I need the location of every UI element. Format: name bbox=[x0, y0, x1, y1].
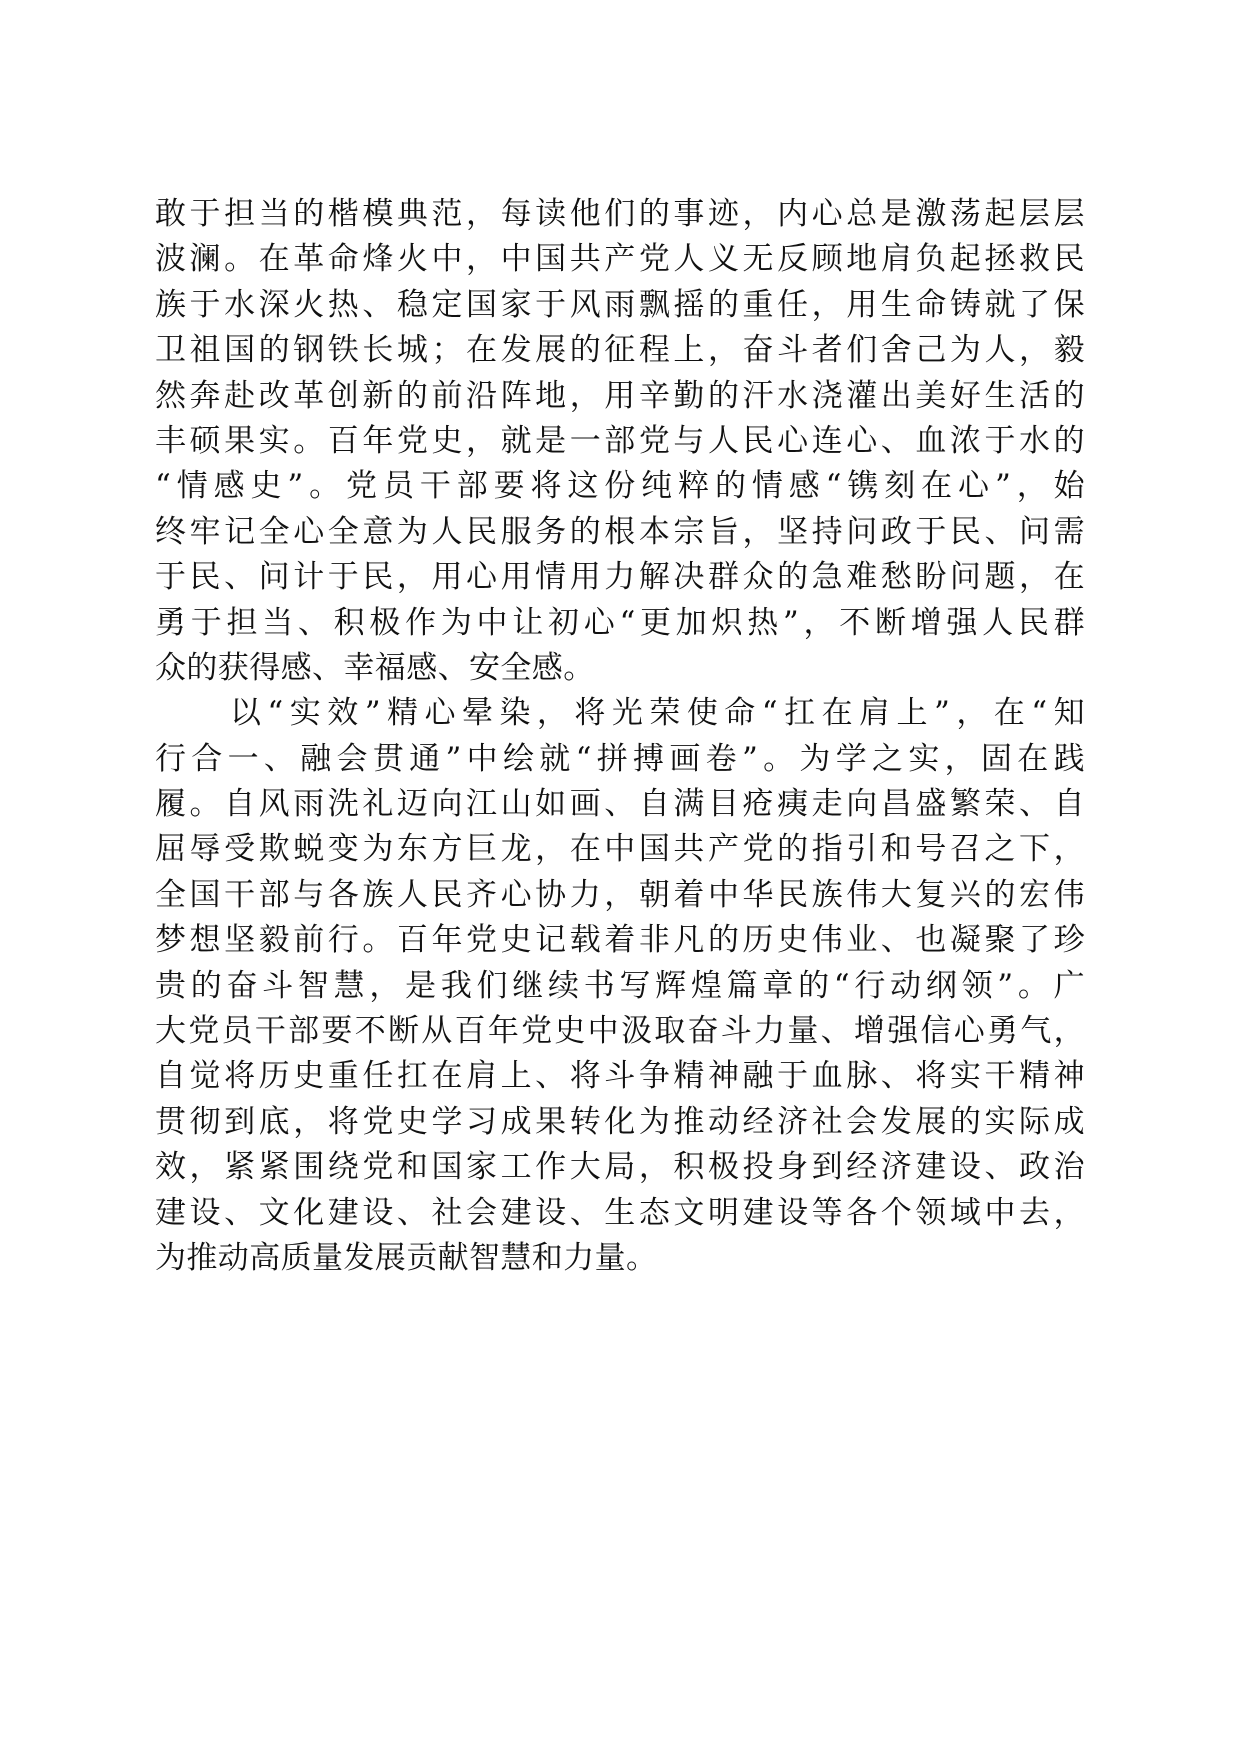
text-line: 大党员干部要不断从百年党史中汲取奋斗力量、增强信心勇气， bbox=[155, 1013, 1085, 1050]
text-line: 为推动高质量发展贡献智慧和力量。 bbox=[155, 1239, 658, 1276]
text-line: 全国干部与各族人民齐心协力，朝着中华民族伟大复兴的宏伟 bbox=[155, 876, 1085, 913]
text-line: 屈辱受欺蜕变为东方巨龙，在中国共产党的指引和号召之下， bbox=[155, 831, 1085, 868]
text-line: “情感史”。党员干部要将这份纯粹的情感“镌刻在心”，始 bbox=[155, 468, 1085, 505]
text-line: 贯彻到底，将党史学习成果转化为推动经济社会发展的实际成 bbox=[155, 1103, 1085, 1140]
text-line: 建设、文化建设、社会建设、生态文明建设等各个领域中去， bbox=[155, 1194, 1085, 1231]
text-line: 以“实效”精心晕染，将光荣使命“扛在肩上”，在“知 bbox=[155, 695, 1085, 732]
text-line: 贵的奋斗智慧，是我们继续书写辉煌篇章的“行动纲领”。广 bbox=[155, 967, 1085, 1004]
text-line: 履。自风雨洗礼迈向江山如画、自满目疮痍走向昌盛繁荣、自 bbox=[155, 786, 1085, 823]
text-line: 自觉将历史重任扛在肩上、将斗争精神融于血脉、将实干精神 bbox=[155, 1058, 1085, 1095]
text-line: 卫祖国的钢铁长城；在发展的征程上，奋斗者们舍己为人，毅 bbox=[155, 332, 1085, 369]
text-line: 效，紧紧围绕党和国家工作大局，积极投身到经济建设、政治 bbox=[155, 1149, 1085, 1186]
text-line: 梦想坚毅前行。百年党史记载着非凡的历史伟业、也凝聚了珍 bbox=[155, 922, 1085, 959]
text-line: 波澜。在革命烽火中，中国共产党人义无反顾地肩负起拯救民 bbox=[155, 241, 1085, 278]
text-line: 终牢记全心全意为人民服务的根本宗旨，坚持问政于民、问需 bbox=[155, 513, 1085, 550]
document-body bbox=[155, 192, 1085, 1281]
text-line: 敢于担当的楷模典范，每读他们的事迹，内心总是激荡起层层 bbox=[155, 196, 1085, 232]
text-line: 于民、问计于民，用心用情用力解决群众的急难愁盼问题，在 bbox=[155, 559, 1085, 596]
text-line: 丰硕果实。百年党史，就是一部党与人民心连心、血浓于水的 bbox=[155, 422, 1085, 459]
text-line: 众的获得感、幸福感、安全感。 bbox=[155, 649, 595, 686]
text-line: 然奔赴改革创新的前沿阵地，用辛勤的汗水浇灌出美好生活的 bbox=[155, 377, 1085, 414]
text-line: 族于水深火热、稳定国家于风雨飘摇的重任，用生命铸就了保 bbox=[155, 286, 1085, 323]
text-line: 行合一、融会贯通”中绘就“拼搏画卷”。为学之实，固在践 bbox=[155, 740, 1085, 777]
text-line: 勇于担当、积极作为中让初心“更加炽热”，不断增强人民群 bbox=[155, 604, 1085, 641]
